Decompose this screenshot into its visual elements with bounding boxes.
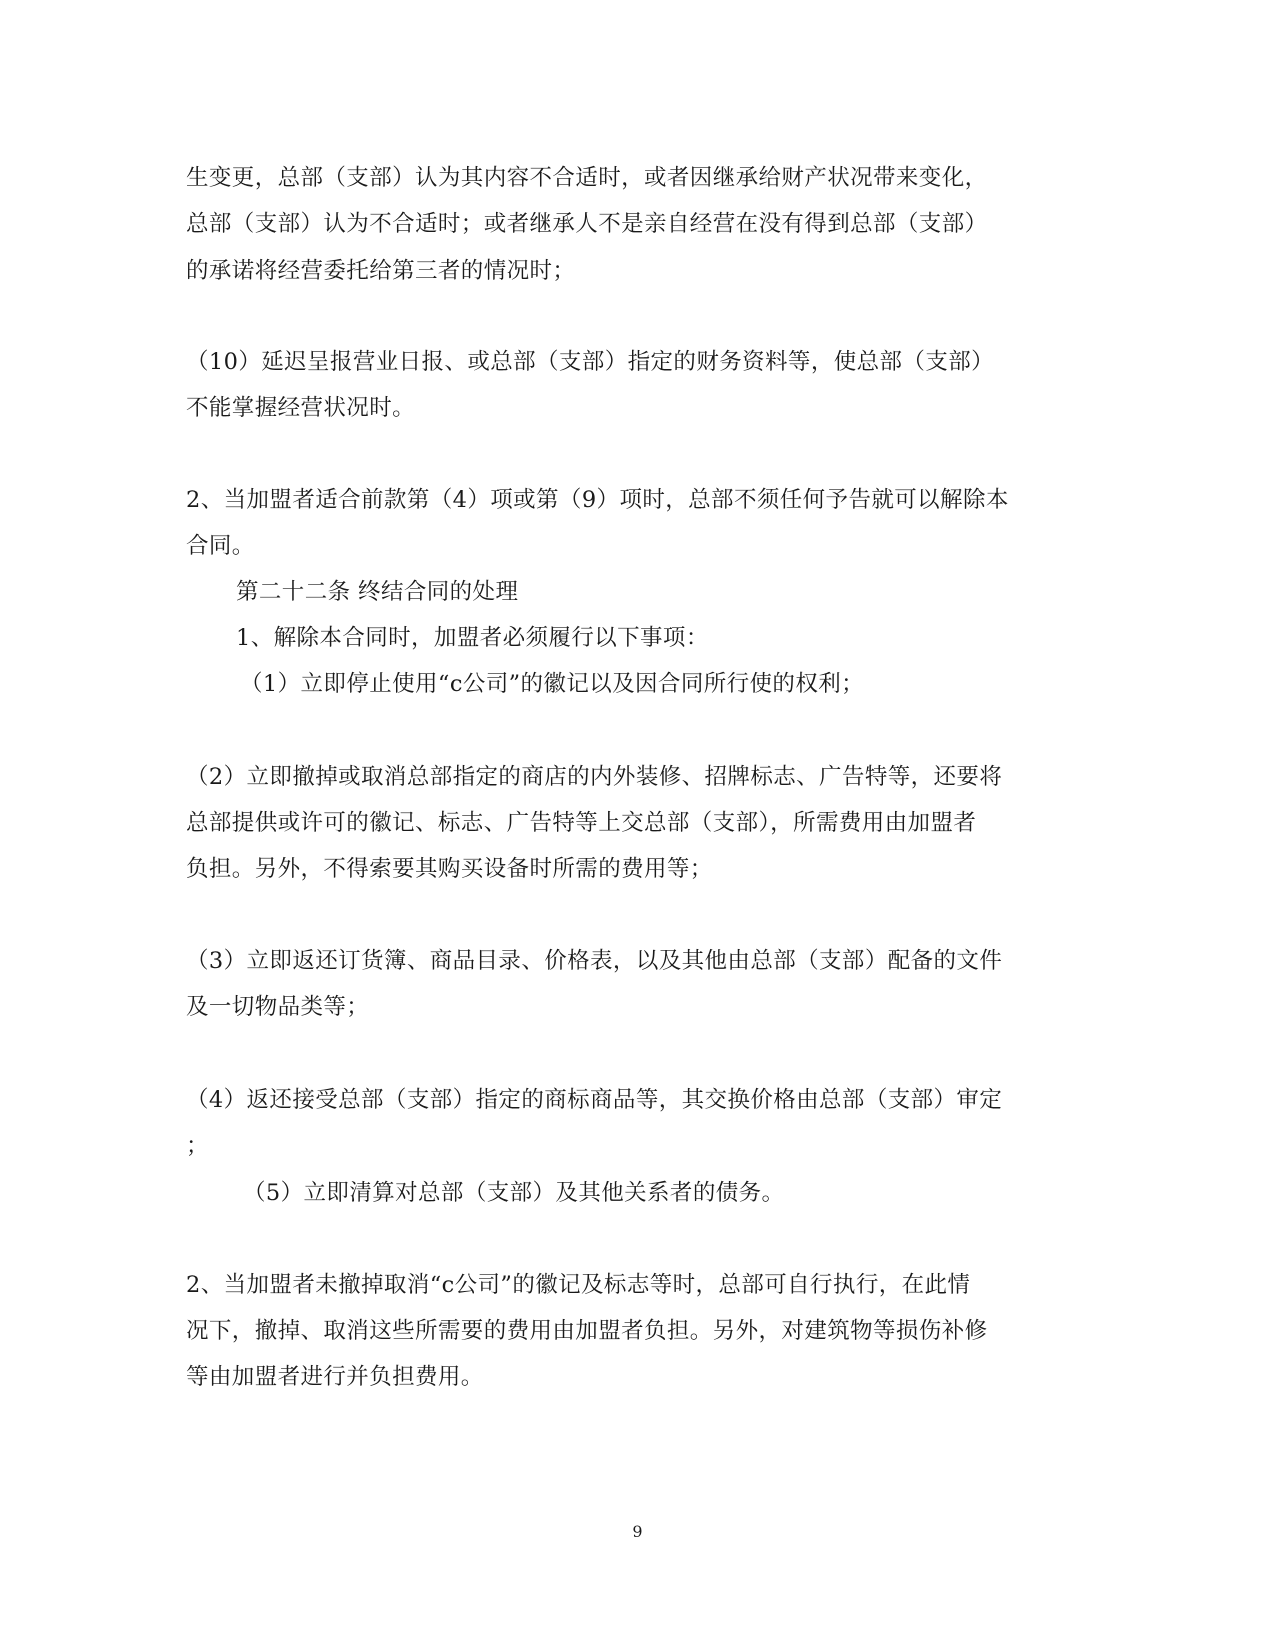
body-text-line: 等由加盟者进行并负担费用。 <box>186 1364 484 1390</box>
body-text-line: （10）延迟呈报营业日报、或总部（支部）指定的财务资料等，使总部（支部） <box>186 349 995 375</box>
body-text-line: 况下，撤掉、取消这些所需要的费用由加盟者负担。另外，对建筑物等损伤补修 <box>186 1318 988 1344</box>
body-text-line: （4）返还接受总部（支部）指定的商标商品等，其交换价格由总部（支部）审定 <box>186 1087 1003 1113</box>
body-text-line: ； <box>186 1133 209 1159</box>
body-text-line: 不能掌握经营状况时。 <box>186 395 416 421</box>
body-text-line: 2、当加盟者适合前款第（4）项或第（9）项时，总部不须任何予告就可以解除本 <box>186 487 1009 513</box>
body-text-line: 1、解除本合同时，加盟者必须履行以下事项： <box>236 625 709 651</box>
body-text-line: （1）立即停止使用“c公司”的徽记以及因合同所行使的权利； <box>240 671 865 697</box>
body-text-line: 总部（支部）认为不合适时；或者继承人不是亲自经营在没有得到总部（支部） <box>186 211 988 237</box>
body-text-line: 合同。 <box>186 533 255 559</box>
body-text-line: 2、当加盟者未撤掉取消“c公司”的徽记及标志等时，总部可自行执行，在此情 <box>186 1272 971 1298</box>
body-text-line: （2）立即撤掉或取消总部指定的商店的内外装修、招牌标志、广告特等，还要将 <box>186 764 1003 790</box>
article-heading: 第二十二条 终结合同的处理 <box>236 579 519 605</box>
page-number: 9 <box>632 1522 643 1541</box>
body-text-line: （3）立即返还订货簿、商品目录、价格表，以及其他由总部（支部）配备的文件 <box>186 948 1003 974</box>
body-text-line: 的承诺将经营委托给第三者的情况时； <box>186 258 576 284</box>
body-text-line: 及一切物品类等； <box>186 994 370 1020</box>
body-text-line: 总部提供或许可的徽记、标志、广告特等上交总部（支部），所需费用由加盟者 <box>186 810 977 836</box>
body-text-line: 生变更，总部（支部）认为其内容不合适时，或者因继承给财产状况带来变化， <box>186 165 988 191</box>
body-text-line: 负担。另外，不得索要其购买设备时所需的费用等； <box>186 856 713 882</box>
body-text-line: （5）立即清算对总部（支部）及其他关系者的债务。 <box>243 1180 785 1206</box>
